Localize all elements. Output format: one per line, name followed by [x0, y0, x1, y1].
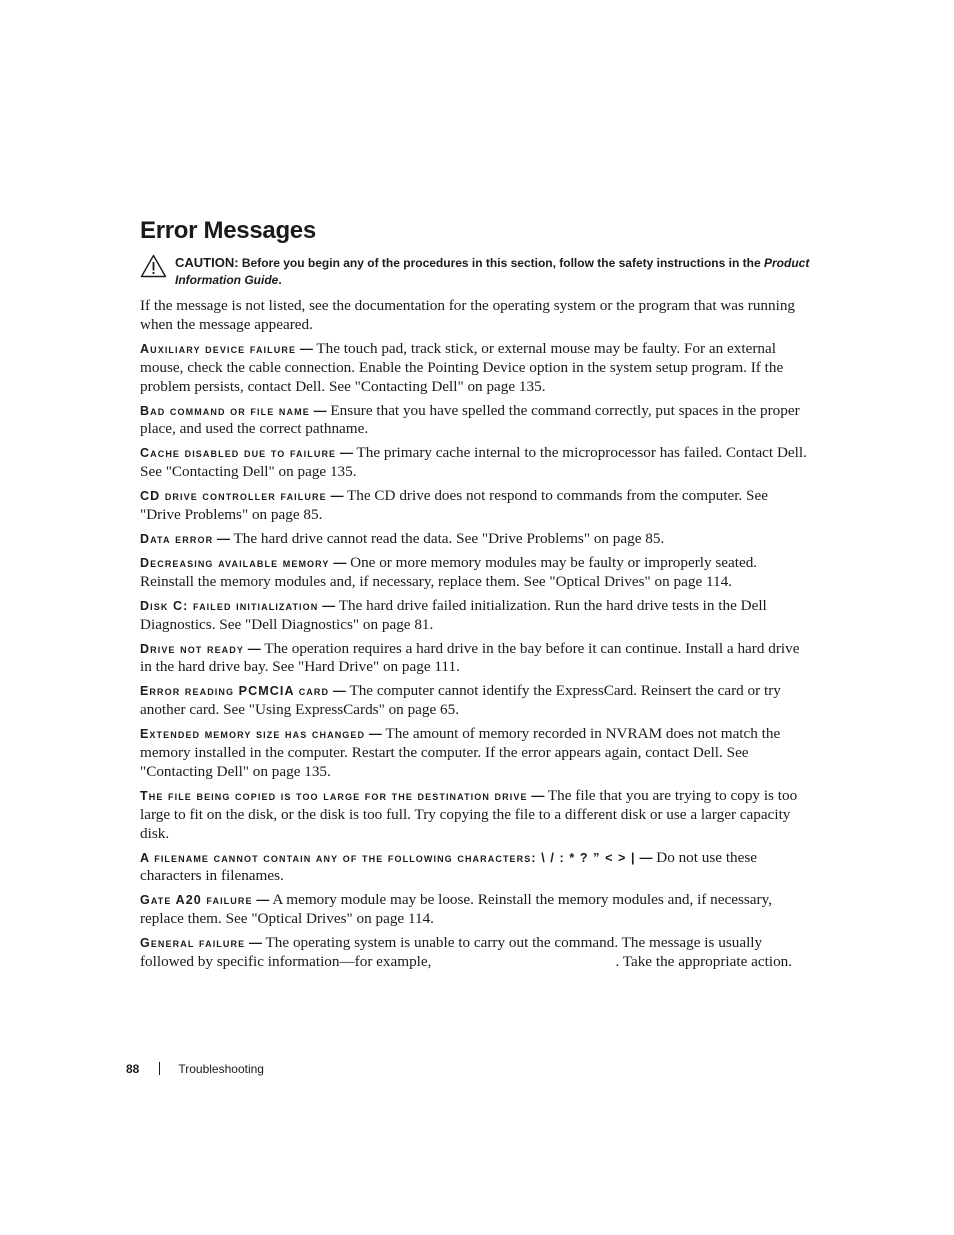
- em-dash: —: [639, 849, 653, 865]
- guide-title: Product Information Guide: [175, 256, 810, 287]
- ui-term: Pointing Device: [427, 358, 526, 376]
- em-dash: —: [299, 340, 313, 356]
- entry-term: Data error: [140, 531, 214, 546]
- entry-extended-memory: [140, 725, 812, 782]
- em-dash: —: [249, 935, 262, 951]
- entry-text: One or more memory modules may be faulty or improperly seated. Reinstall the memory modules and, if necessary, replace them. See "Optical Drives" on page 114.: [140, 553, 758, 590]
- caution-end: .: [278, 273, 282, 287]
- entry-text-after: . Take the appropriate action.: [615, 953, 793, 971]
- page-title: Error Messages: [140, 217, 316, 244]
- entry-term: Auxiliary device failure: [140, 341, 297, 356]
- caution-text: [175, 254, 812, 289]
- entry-text: The primary cache internal to the microprocessor has failed. Contact Dell. See "Contacting Dell" on page 135.: [140, 444, 807, 481]
- em-dash: —: [247, 640, 261, 656]
- error-messages-body: [140, 297, 812, 977]
- entry-text-after: option in the system setup program. If the problem persists, contact Dell. See "Contacting Dell" on page 135.: [140, 358, 784, 395]
- entry-term: Disk C: failed initialization: [140, 598, 319, 613]
- entry-term: General failure: [140, 936, 246, 951]
- caution-label: CAUTION:: [175, 255, 239, 270]
- em-dash: —: [313, 402, 327, 418]
- entry-auxiliary-device-failure: [140, 340, 812, 397]
- entry-cache-disabled: [140, 444, 812, 482]
- entry-file-too-large: [140, 787, 812, 844]
- entry-term: Drive not ready: [140, 641, 244, 656]
- footer-section: Troubleshooting: [178, 1062, 264, 1076]
- entry-term: Error reading PCMCIA card: [140, 684, 330, 699]
- entry-term: Gate A20 failure: [140, 893, 253, 908]
- entry-term: Decreasing available memory: [140, 555, 330, 570]
- entry-text: The hard drive cannot read the data. See "Drive Problems" on page 85.: [233, 529, 665, 547]
- entry-text: A memory module may be loose. Reinstall the memory modules and, if necessary, replace them. See "Optical Drives" on page 114.: [140, 891, 773, 928]
- em-dash: —: [368, 726, 382, 742]
- entry-text: The file that you are trying to copy is too large to fit on the disk, or the disk is too full. Try copying the file to a different disk or use a larger capacity disk.: [140, 786, 798, 842]
- entry-error-reading-pcmcia: [140, 682, 812, 720]
- entry-text: Ensure that you have spelled the command correctly, put spaces in the proper place, and used the correct pathname.: [140, 401, 800, 438]
- em-dash: —: [332, 683, 346, 699]
- entry-text: The CD drive does not respond to commands from the computer. See "Drive Problems" on page 85.: [140, 487, 768, 524]
- missing-example-gap: [431, 956, 615, 966]
- entry-decreasing-memory: [140, 554, 812, 592]
- page-footer: [126, 1062, 264, 1076]
- entry-term: Bad command or file name: [140, 403, 310, 418]
- entry-data-error: [140, 530, 812, 549]
- em-dash: —: [339, 445, 353, 461]
- entry-text: The operating system is unable to carry out the command. The message is usually followed by specific information—for example,: [140, 934, 763, 971]
- entry-drive-not-ready: [140, 640, 812, 678]
- em-dash: —: [531, 787, 545, 803]
- entry-text: The touch pad, track stick, or external mouse may be faulty. For an external mouse, check the cable connection. Enable the: [140, 339, 776, 376]
- entry-text: The hard drive failed initialization. Run the hard drive tests in the Dell Diagnostics. See "Dell Diagnostics" on page 81.: [140, 596, 767, 633]
- entry-disk-c-failed: [140, 597, 812, 635]
- entry-text: Do not use these characters in filenames.: [140, 848, 758, 885]
- em-dash: —: [322, 597, 336, 613]
- em-dash: —: [333, 554, 347, 570]
- warning-triangle-icon: [140, 254, 167, 278]
- entry-term: A filename cannot contain any of the following characters: \ / : * ? ” < > |: [140, 850, 636, 865]
- caution-body: Before you begin any of the procedures in this section, follow the safety instructions in the: [241, 256, 761, 270]
- entry-term: Extended memory size has changed: [140, 727, 366, 742]
- page-number: 88: [126, 1062, 140, 1076]
- intro-paragraph: If the message is not listed, see the documentation for the operating system or the program that was running when the message appeared.: [140, 297, 796, 333]
- entry-term: Cache disabled due to failure: [140, 446, 337, 461]
- entry-general-failure: [140, 934, 812, 972]
- entry-text: The computer cannot identify the ExpressCard. Reinsert the card or try another card. See "Using ExpressCards" on page 65.: [140, 682, 781, 719]
- entry-term: CD drive controller failure: [140, 489, 327, 504]
- entry-filename-characters: [140, 849, 812, 887]
- entry-cd-drive-controller: [140, 487, 812, 525]
- entry-gate-a20: [140, 891, 812, 929]
- em-dash: —: [256, 892, 270, 908]
- entry-text: The operation requires a hard drive in the bay before it can continue. Install a hard drive in the hard drive bay. See "Hard Drive" on page 111.: [140, 639, 800, 676]
- em-dash: —: [216, 530, 230, 546]
- entry-bad-command: [140, 402, 812, 440]
- caution-note: [140, 254, 812, 289]
- entry-term: The file being copied is too large for the destination drive: [140, 788, 528, 803]
- footer-divider: [159, 1062, 160, 1075]
- entry-text: The amount of memory recorded in NVRAM does not match the memory installed in the computer. Restart the computer. If the error appears again, contact Dell. See "Contacting Dell" on page 135.: [140, 725, 781, 780]
- em-dash: —: [330, 488, 344, 504]
